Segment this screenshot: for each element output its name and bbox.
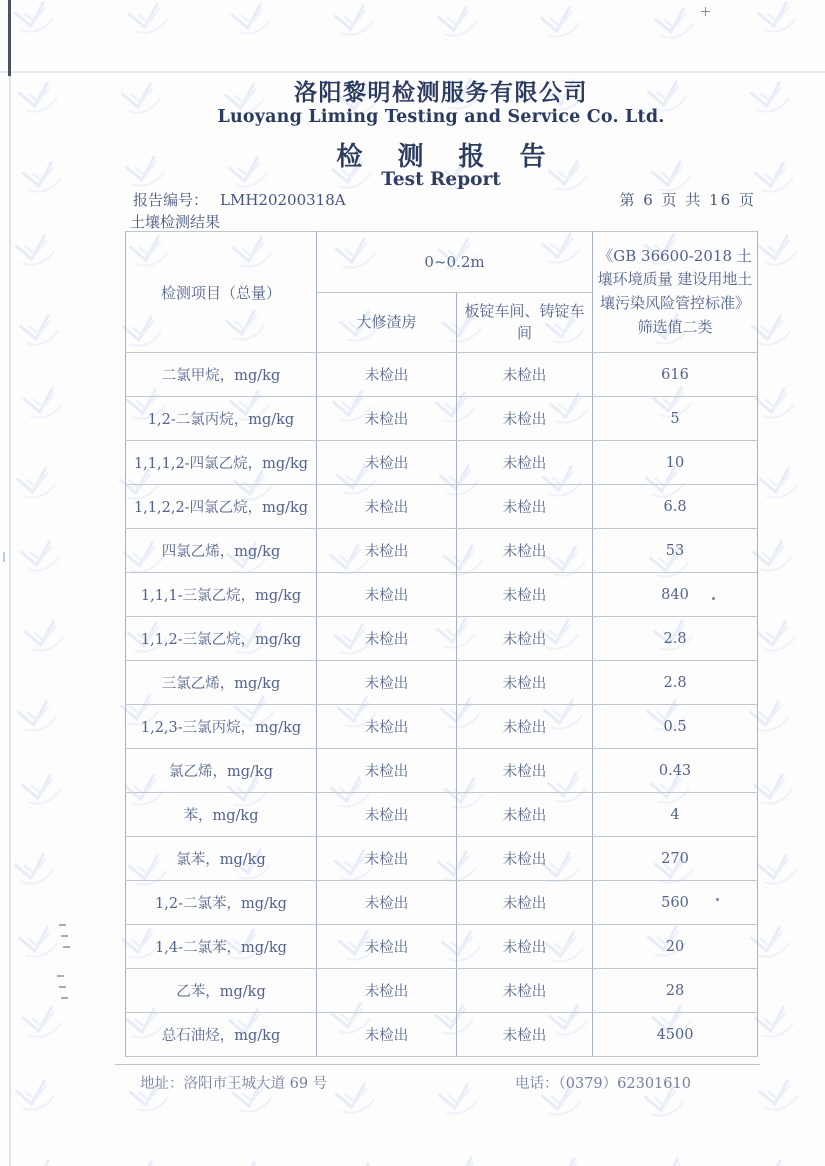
cell-workshop-1: 未检出 [317,617,457,661]
report-info-row [133,189,756,210]
watermark-logo-icon [753,0,807,45]
phone-label: 电话： [515,1076,559,1092]
scan-speck-dash [61,997,68,999]
watermark-logo-icon [438,1152,492,1166]
table-row [126,837,758,881]
table-row [126,661,758,705]
cell-limit: 2.8 [593,661,758,705]
cell-item: 1,2-二氯丙烷，mg/kg [126,397,317,441]
cell-item: 总石油烃，mg/kg [126,1013,317,1057]
cell-workshop-2: 未检出 [457,969,593,1013]
watermark-logo-icon [750,157,804,204]
cell-workshop-2: 未检出 [457,441,593,485]
cell-workshop-1: 未检出 [317,749,457,793]
watermark-logo-icon [13,696,67,743]
cell-workshop-1: 未检出 [317,353,457,397]
table-row [126,969,758,1013]
address-value: 洛阳市王城大道 69 号 [183,1076,328,1092]
cell-limit: 53 [593,529,758,573]
cell-limit: 4 [593,793,758,837]
table-row [126,749,758,793]
watermark-logo-icon [11,230,65,277]
watermark-logo-icon [14,77,68,124]
cell-limit: 616 [593,353,758,397]
cell-limit: 560 [593,881,758,925]
watermark-logo-icon [221,1157,275,1166]
watermark-logo-icon [10,849,64,896]
cell-item: 氯苯，mg/kg [126,837,317,881]
table-row [126,793,758,837]
cell-limit: 0.5 [593,705,758,749]
cell-workshop-2: 未检出 [457,397,593,441]
cell-limit: 270 [593,837,758,881]
watermark-logo-icon [747,1155,801,1166]
table-row [126,617,758,661]
header-cell-item: 检测项目（总量） [126,232,317,353]
scan-speck-dash [59,924,66,926]
watermark-logo-icon [11,1075,65,1122]
cell-workshop-1: 未检出 [317,881,457,925]
watermark-logo-icon [330,0,384,47]
table-row [126,485,758,529]
cell-limit: 10 [593,441,758,485]
cell-item: 1,1,2,2-四氯乙烷，mg/kg [126,485,317,529]
cell-item: 四氯乙烯，mg/kg [126,529,317,573]
company-name-cn: 洛阳黎明检测服务有限公司 [294,79,588,106]
scan-speck-left [3,552,5,562]
watermark-logo-icon [18,157,72,204]
watermark-logo-icon [12,463,66,510]
watermark-logo-icon [755,463,809,510]
table-row [126,353,758,397]
table-row [126,441,758,485]
company-name-en: Luoyang Liming Testing and Service Co. Ltd. [217,107,665,127]
watermark-logo-icon [541,1153,595,1166]
watermark-logo-icon [750,1002,804,1049]
cell-item: 乙苯，mg/kg [126,969,317,1013]
report-number-label: 报告编号： [133,191,209,209]
cell-workshop-1: 未检出 [317,397,457,441]
page-indicator: 第 6 页 共 16 页 [619,191,756,209]
watermark-logo-icon [433,1,487,48]
watermark-logo-icon [752,616,806,663]
report-number [133,189,346,210]
watermark-logo-icon [753,849,807,896]
cell-item: 1,4-二氯苯，mg/kg [126,925,317,969]
table-row [126,1013,758,1057]
table-row [126,881,758,925]
scan-edge-line-dark [8,0,11,76]
watermark-logo-icon [434,1079,488,1126]
footer-divider [115,1064,760,1065]
table-header-row-1 [126,232,758,293]
cell-item: 三氯乙烯，mg/kg [126,661,317,705]
scan-speck-dash [59,986,66,988]
header-cell-workshop-1: 大修渣房 [317,293,457,353]
watermark-logo-icon [14,922,68,969]
cell-limit: 4500 [593,1013,758,1057]
header-cell-standard: 《GB 36600-2018 土壤环境质量 建设用地土壤污染风险管控标准》筛选值二类 [593,232,758,353]
section-title: 土壤检测结果 [130,213,221,231]
watermark-logo-icon [335,1158,389,1166]
watermark-logo-icon [118,1156,172,1166]
cell-workshop-1: 未检出 [317,837,457,881]
watermark-logo-icon [17,769,71,816]
cell-workshop-2: 未检出 [457,793,593,837]
cell-item: 1,2,3-三氯丙烷，mg/kg [126,705,317,749]
watermark-logo-icon [536,2,590,49]
cell-workshop-1: 未检出 [317,485,457,529]
watermark-logo-icon [19,383,73,430]
watermark-logo-icon [18,1002,72,1049]
watermark-logo-icon [751,383,805,430]
cell-workshop-1: 未检出 [317,661,457,705]
table-row [126,573,758,617]
table-row [126,705,758,749]
cell-workshop-2: 未检出 [457,881,593,925]
report-number-value: LMH20200318A [220,191,346,209]
cell-workshop-1: 未检出 [317,925,457,969]
cell-workshop-2: 未检出 [457,573,593,617]
cell-workshop-2: 未检出 [457,353,593,397]
watermark-logo-icon [331,1078,385,1125]
cell-workshop-2: 未检出 [457,661,593,705]
cell-workshop-2: 未检出 [457,1013,593,1057]
watermark-logo-icon [650,3,704,50]
header-cell-workshop-2: 板锭车间、铸锭车间 [457,293,593,353]
watermark-logo-icon [227,0,281,47]
cell-workshop-1: 未检出 [317,1013,457,1057]
cell-workshop-2: 未检出 [457,837,593,881]
cell-item: 二氯甲烷，mg/kg [126,353,317,397]
cell-workshop-1: 未检出 [317,529,457,573]
watermark-logo-icon [16,536,70,583]
cell-workshop-1: 未检出 [317,969,457,1013]
cell-workshop-2: 未检出 [457,529,593,573]
cell-limit: 2.8 [593,617,758,661]
cell-limit: 840 [593,573,758,617]
cell-limit: 0.43 [593,749,758,793]
watermark-logo-icon [644,1154,698,1166]
watermark-logo-icon [124,0,178,46]
cell-workshop-2: 未检出 [457,925,593,969]
table-row [126,529,758,573]
cell-workshop-1: 未检出 [317,705,457,749]
cell-item: 1,2-二氯苯，mg/kg [126,881,317,925]
scan-speck-dash [63,946,70,948]
cell-workshop-1: 未检出 [317,441,457,485]
watermark-logo-icon [15,1155,69,1166]
address-label: 地址： [140,1076,184,1092]
soil-results-table [125,231,758,1057]
cell-workshop-2: 未检出 [457,485,593,529]
phone-value: （0379）62301610 [558,1076,691,1092]
watermark-logo-icon [10,0,64,45]
cell-workshop-2: 未检出 [457,705,593,749]
watermark-logo-icon [20,616,74,663]
table-row [126,397,758,441]
cell-item: 氯乙烯，mg/kg [126,749,317,793]
watermark-logo-icon [754,230,808,277]
cell-item: 1,1,1-三氯乙烷，mg/kg [126,573,317,617]
scan-edge-line-light [9,0,11,1166]
cell-item: 苯，mg/kg [126,793,317,837]
watermark-logo-icon [754,1075,808,1122]
footer-address [140,1072,327,1093]
cell-workshop-2: 未检出 [457,617,593,661]
table-row [126,925,758,969]
cell-limit: 6.8 [593,485,758,529]
footer-phone [515,1072,691,1093]
cell-item: 1,1,2-三氯乙烷，mg/kg [126,617,317,661]
report-title-en: Test Report [381,169,501,190]
cell-workshop-1: 未检出 [317,793,457,837]
cell-item: 1,1,1,2-四氯乙烷，mg/kg [126,441,317,485]
header-cell-depth: 0~0.2m [317,232,593,293]
cell-limit: 5 [593,397,758,441]
report-title-cn: 检 测 报 告 [336,142,559,172]
watermark-logo-icon [15,310,69,357]
scan-speck-cross [701,7,710,16]
cell-workshop-1: 未检出 [317,573,457,617]
scan-speck-dash [57,975,64,977]
cell-limit: 20 [593,925,758,969]
scan-fold-line [0,71,825,73]
cell-limit: 28 [593,969,758,1013]
scan-speck-dash [61,935,68,937]
cell-workshop-2: 未检出 [457,749,593,793]
